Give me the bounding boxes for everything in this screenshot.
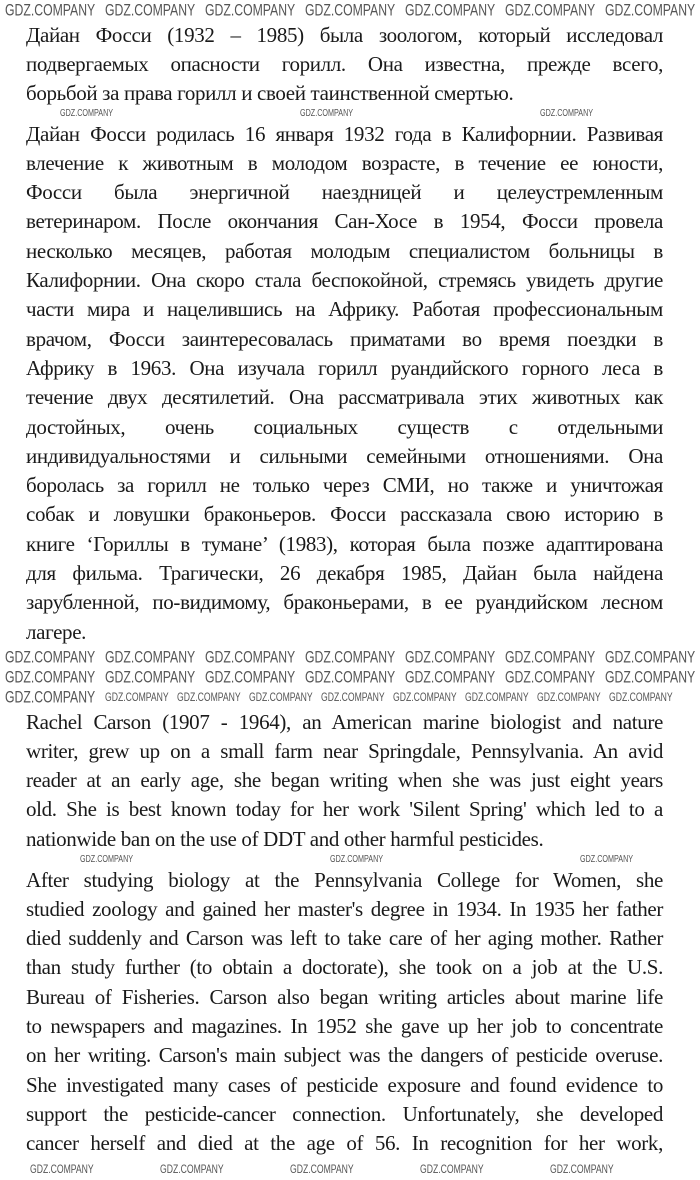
- paragraph-4-line: on her writing. Carson's main subject was the dangers of pesticide overuse.: [26, 1043, 663, 1068]
- paragraph-3-line: Rachel Carson (1907 - 1964), an American marine biologist and nature: [26, 709, 663, 734]
- watermark: GDZ.COMPANY: [160, 1162, 224, 1176]
- watermark: GDZ.COMPANY: [249, 690, 313, 704]
- paragraph-4-line: support the pesticide-cancer connection. Unfortunately, she developed: [26, 1101, 663, 1126]
- watermark: GDZ.COMPANY: [5, 667, 96, 687]
- paragraph-3-line: old. She is best known today for her work 'Silent Spring' which led to a: [26, 797, 663, 822]
- paragraph-4-line: than study further (to obtain a doctorate), she took on a job at the U.S.: [26, 955, 663, 980]
- watermark: GDZ.COMPANY: [205, 0, 296, 20]
- watermark: GDZ.COMPANY: [420, 1162, 484, 1176]
- watermark: GDZ.COMPANY: [609, 690, 673, 704]
- watermark: GDZ.COMPANY: [205, 667, 296, 687]
- paragraph-2-line: зарубленной, по-видимому, браконьерами, в ее руандийском лесном: [26, 590, 663, 615]
- paragraph-2-line: Фосси была энергичной наездницей и целеустремленным: [26, 180, 663, 205]
- paragraph-2-line: для фильма. Трагически, 26 декабря 1985, Дайан была найдена: [26, 561, 663, 585]
- watermark: GDZ.COMPANY: [5, 647, 96, 667]
- watermark: GDZ.COMPANY: [505, 0, 596, 20]
- paragraph-1-line: Дайан Фосси (1932 – 1985) была зоологом, который исследовал: [26, 22, 663, 47]
- paragraph-2-line: ветеринаром. После окончания Сан-Хосе в 1954, Фосси провела: [26, 209, 663, 234]
- paragraph-2-line: врачом, Фосси заинтересовалась приматами во время поездки в: [26, 326, 663, 351]
- paragraph-3-line: nationwide ban on the use of DDT and other harmful pesticides.: [26, 826, 544, 851]
- watermark: GDZ.COMPANY: [105, 647, 196, 667]
- watermark: GDZ.COMPANY: [405, 647, 496, 667]
- paragraph-4-line: cancer herself and died at the age of 56. In recognition for her work,: [26, 1131, 663, 1156]
- watermark: GDZ.COMPANY: [550, 1162, 614, 1176]
- watermark: GDZ.COMPANY: [605, 667, 696, 687]
- paragraph-2-line: собак и ловушки браконьеров. Фосси рассказала свою историю в: [26, 502, 663, 527]
- paragraph-4-line: died suddenly and Carson was left to take care of her aging mother. Rather: [26, 926, 663, 951]
- paragraph-4-line: Bureau of Fisheries. Carson also began writing articles about marine life: [26, 984, 663, 1009]
- paragraph-2-line: несколько месяцев, работая молодым специалистом больницы в: [26, 238, 663, 263]
- watermark: GDZ.COMPANY: [405, 667, 496, 687]
- watermark: GDZ.COMPANY: [177, 690, 241, 704]
- paragraph-4-line: studied zoology and gained her master's degree in 1934. In 1935 her father: [26, 896, 663, 921]
- paragraph-4-line: to newspapers and magazines. In 1952 she gave up her job to concentrate: [26, 1014, 663, 1038]
- watermark: GDZ.COMPANY: [505, 667, 596, 687]
- watermark: GDZ.COMPANY: [505, 647, 596, 667]
- watermark: GDZ.COMPANY: [305, 667, 396, 687]
- paragraph-2-line: Калифорнии. Она скоро стала беспокойной, стремясь увидеть другие: [26, 268, 663, 292]
- watermark: GDZ.COMPANY: [605, 0, 696, 20]
- watermark: GDZ.COMPANY: [60, 108, 114, 119]
- watermark: GDZ.COMPANY: [321, 690, 385, 704]
- paragraph-2-line: достойных, очень социальных существ с отдельными: [26, 414, 663, 439]
- watermark: GDZ.COMPANY: [105, 667, 196, 687]
- paragraph-2-line: течение двух десятилетий. Она рассматривала этих животных как: [26, 385, 663, 410]
- watermark: GDZ.COMPANY: [605, 647, 696, 667]
- watermark: GDZ.COMPANY: [305, 0, 396, 20]
- watermark: GDZ.COMPANY: [405, 0, 496, 20]
- watermark: GDZ.COMPANY: [465, 690, 529, 704]
- watermark: GDZ.COMPANY: [540, 108, 594, 119]
- paragraph-2-line: влечение к животным в молодом возрасте, в течение ее юности,: [26, 150, 663, 175]
- watermark: GDZ.COMPANY: [30, 1162, 94, 1176]
- paragraph-4-line: After studying biology at the Pennsylvania College for Women, she: [26, 867, 663, 892]
- watermark: GDZ.COMPANY: [393, 690, 457, 704]
- watermark: GDZ.COMPANY: [330, 853, 384, 865]
- paragraph-2-line: части мира и нацелившись на Африку. Работая профессиональным: [26, 297, 663, 322]
- watermark: GDZ.COMPANY: [300, 108, 354, 119]
- watermark: GDZ.COMPANY: [580, 853, 634, 865]
- paragraph-2-line: Дайан Фосси родилась 16 января 1932 года в Калифорнии. Развивая: [26, 121, 663, 146]
- paragraph-2-line: книге ‘Гориллы в тумане’ (1983), которая была позже адаптирована: [26, 531, 663, 556]
- paragraph-1-line: подвергаемых опасности горилл. Она известна, прежде всего,: [26, 51, 663, 76]
- paragraph-2-line: индивидуальностями и сильными семейными отношениями. Она: [26, 443, 663, 468]
- watermark: GDZ.COMPANY: [105, 690, 169, 704]
- watermark: GDZ.COMPANY: [80, 853, 134, 865]
- paragraph-3-line: writer, grew up on a small farm near Springdale, Pennsylvania. An avid: [26, 738, 663, 763]
- watermark: GDZ.COMPANY: [290, 1162, 354, 1176]
- paragraph-4-line: She investigated many cases of pesticide exposure and found evidence to: [26, 1072, 663, 1097]
- paragraph-3-line: reader at an early age, she began writing when she was just eight years: [26, 768, 663, 793]
- watermark: GDZ.COMPANY: [305, 647, 396, 667]
- watermark: GDZ.COMPANY: [5, 0, 96, 20]
- paragraph-1-line: борьбой за права горилл и своей таинственной смертью.: [26, 81, 514, 106]
- watermark: GDZ.COMPANY: [537, 690, 601, 704]
- watermark: GDZ.COMPANY: [105, 0, 196, 20]
- paragraph-2-line: Африку в 1963. Она изучала горилл руандийского горного леса в: [26, 355, 663, 380]
- watermark: GDZ.COMPANY: [205, 647, 296, 667]
- paragraph-2-line: лагере.: [26, 619, 87, 644]
- paragraph-2-line: боролась за горилл не только через СМИ, но также и уничтожая: [26, 473, 663, 498]
- watermark: GDZ.COMPANY: [5, 687, 96, 707]
